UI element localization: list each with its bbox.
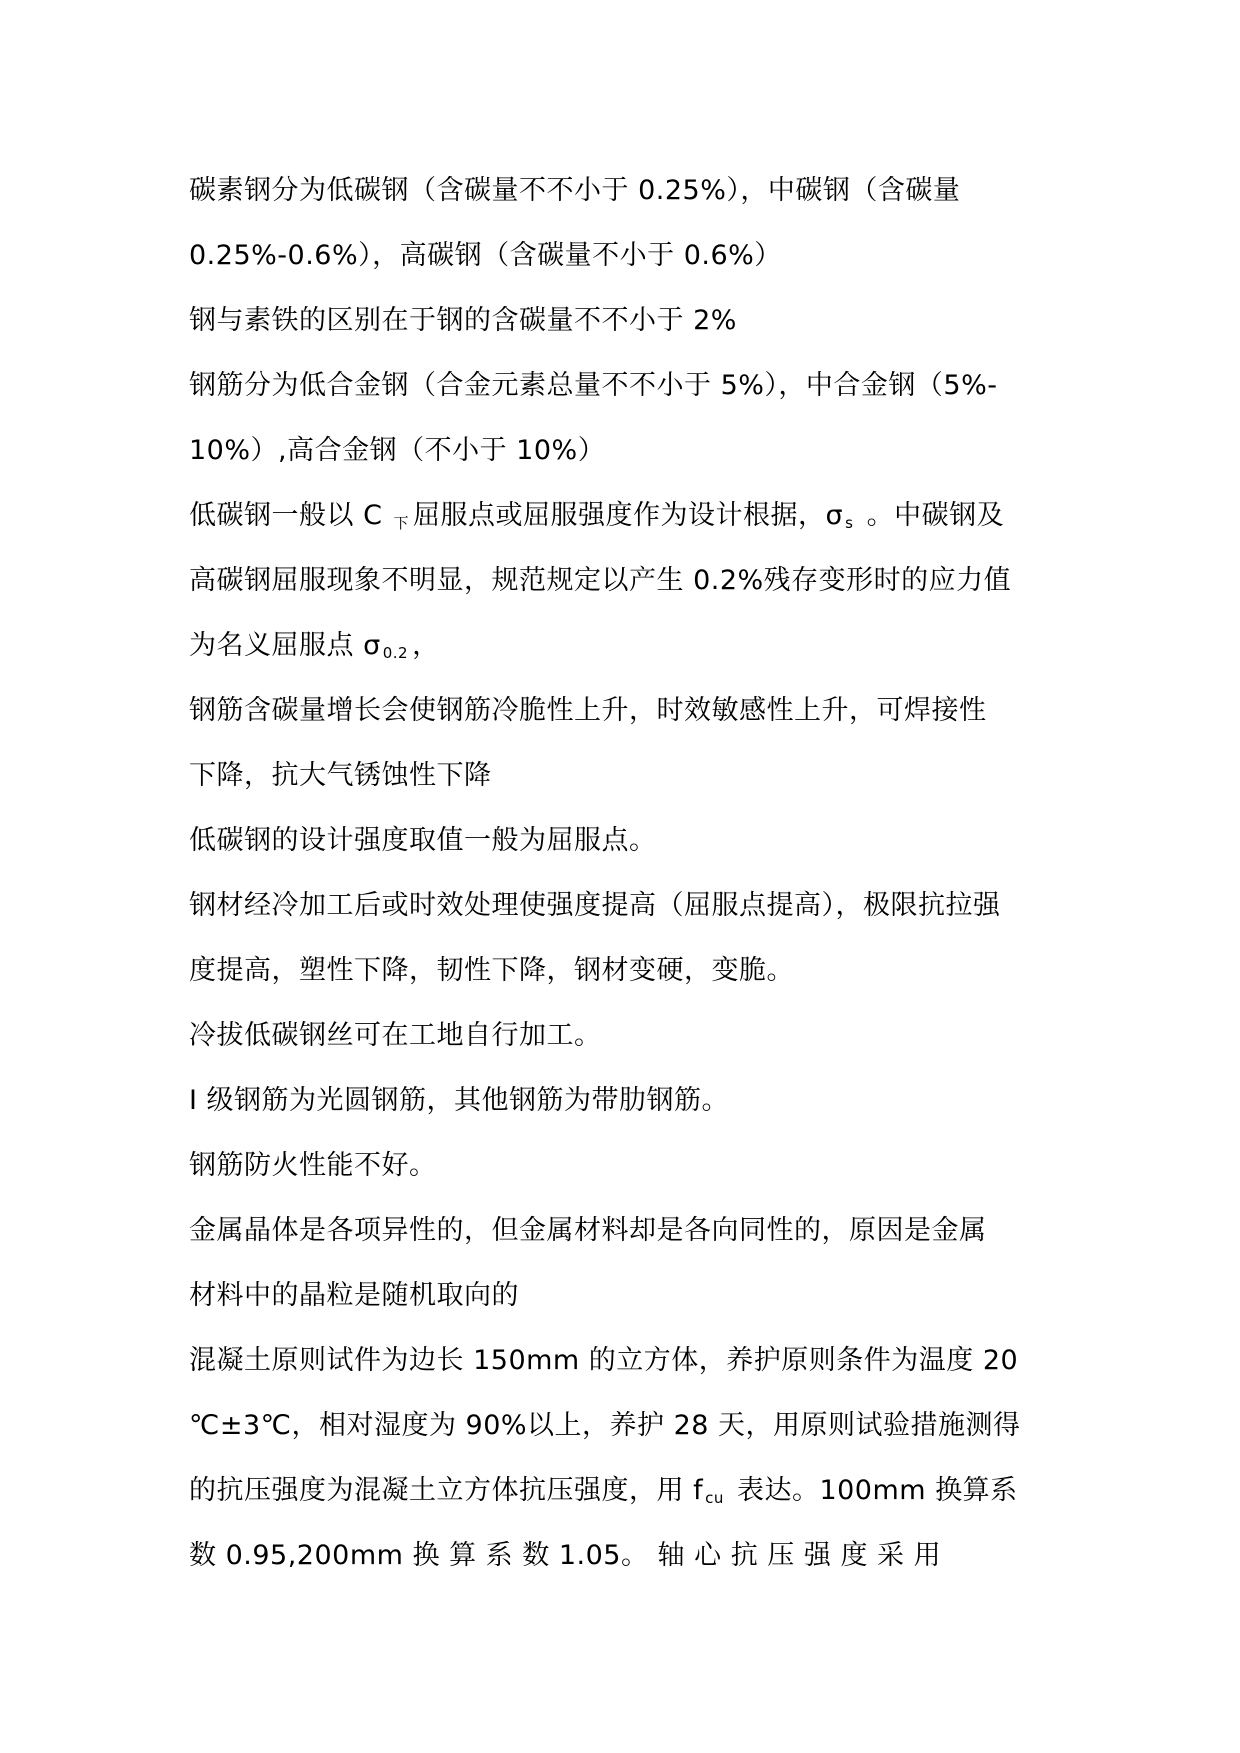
paragraph-line: ℃±3℃，相对湿度为 90%以上，养护 28 天，用原则试验措施测得: [189, 1410, 1021, 1441]
text-segment: 。中碳钢及: [857, 500, 1005, 531]
paragraph-line: 钢筋防火性能不好。: [189, 1150, 437, 1181]
paragraph-line: 钢与素铁的区别在于钢的含碳量不不小于 2%: [189, 305, 737, 336]
paragraph-line: 材料中的晶粒是随机取向的: [189, 1280, 519, 1311]
paragraph-line: [189, 1458, 1049, 1523]
paragraph-line: 0.25%-0.6%），高碳钢（含碳量不小于 0.6%）: [189, 240, 782, 271]
text-segment: 屈服点或屈服强度作为设计根据，σ: [413, 500, 844, 531]
subscript-text: cu: [705, 1489, 724, 1507]
paragraph-line: [189, 613, 1049, 678]
paragraph-line: 混凝土原则试件为边长 150mm 的立方体，养护原则条件为温度 20: [189, 1345, 1019, 1376]
paragraph-line: 10%）,高合金钢（不小于 10%）: [189, 435, 606, 466]
paragraph-line: 高碳钢屈服现象不明显，规范规定以产生 0.2%残存变形时的应力值: [189, 565, 1012, 596]
text-segment: 表达。100mm 换算系: [727, 1475, 1018, 1506]
paragraph-line: 钢筋含碳量增长会使钢筋冷脆性上升，时效敏感性上升，可焊接性: [189, 695, 987, 726]
paragraph-line: 碳素钢分为低碳钢（含碳量不不小于 0.25%），中碳钢（含碳量: [189, 175, 961, 206]
paragraph-line: 数 0.95,200mm 换 算 系 数 1.05。 轴 心 抗 压 强 度 采 用: [189, 1540, 942, 1571]
paragraph-line: 度提高，塑性下降，韧性下降，钢材变硬，变脆。: [189, 955, 794, 986]
paragraph-line: 下降，抗大气锈蚀性下降: [189, 760, 492, 791]
text-segment: ，: [412, 630, 440, 661]
paragraph-line: 钢筋分为低合金钢（合金元素总量不不小于 5%），中合金钢（5%-: [189, 370, 998, 401]
text-segment: 的抗压强度为混凝土立方体抗压强度，用 f: [189, 1475, 704, 1506]
subscript-text: 下: [393, 514, 410, 532]
paragraph-line: 低碳钢的设计强度取值一般为屈服点。: [189, 825, 657, 856]
text-segment: 低碳钢一般以 C: [189, 500, 392, 531]
document-body: [189, 158, 1049, 1588]
paragraph-line: [189, 483, 1049, 548]
paragraph-line: 钢材经冷加工后或时效处理使强度提高（屈服点提高），极限抗拉强: [189, 890, 1001, 921]
paragraph-line: 冷拔低碳钢丝可在工地自行加工。: [189, 1020, 602, 1051]
paragraph-line: 金属晶体是各项异性的，但金属材料却是各向同性的，原因是金属: [189, 1215, 987, 1246]
subscript-text: s: [845, 514, 854, 532]
paragraph-line: I 级钢筋为光圆钢筋，其他钢筋为带肋钢筋。: [189, 1085, 730, 1116]
text-segment: 为名义屈服点 σ: [189, 630, 381, 661]
subscript-text: 0.2: [382, 644, 409, 662]
